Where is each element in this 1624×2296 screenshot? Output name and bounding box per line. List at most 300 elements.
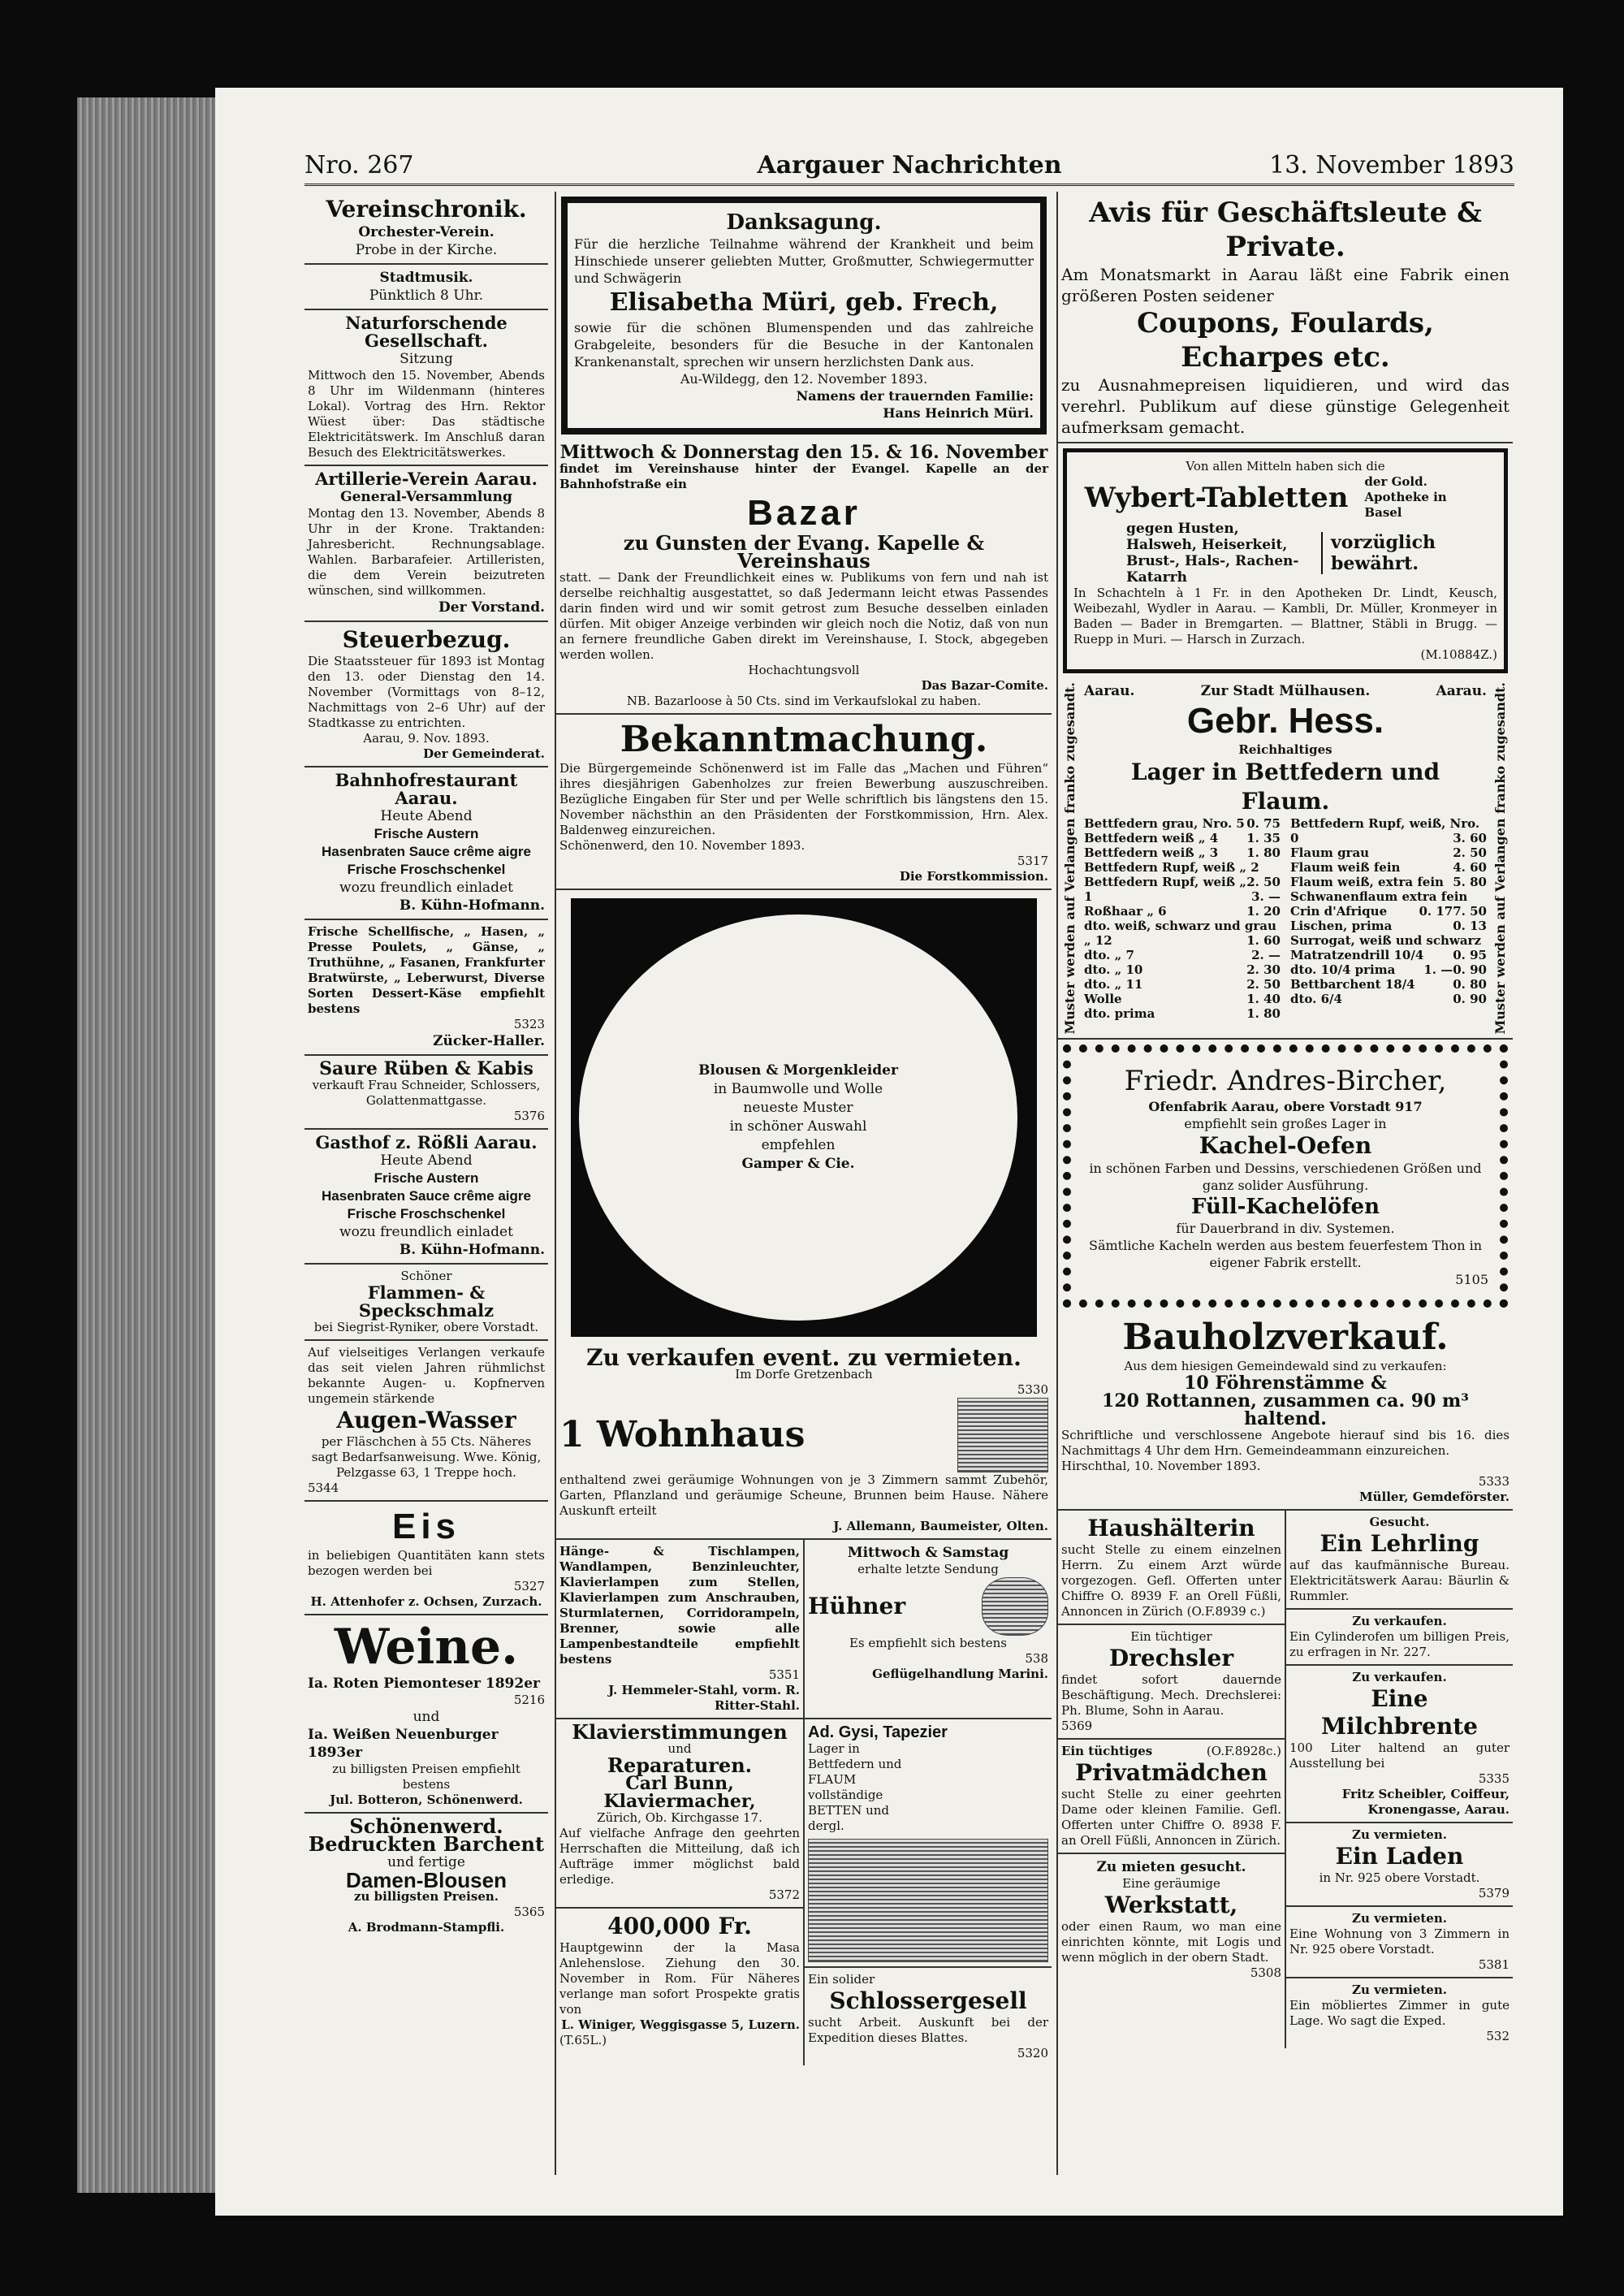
weine-und: und bbox=[412, 1709, 440, 1725]
bazar-title: Bazar bbox=[747, 493, 861, 533]
bek-text: Die Bürgergemeinde Schönenwerd ist im Falle das „Machen und Führen“ ihres diesjährigen Gabenholzes zur freien Bewerbung auszuschreiben. Bezügliche Eingaben für Ster und per Welle schriftlich bis längstens den 15. November nächsthin an den Präsidenten der Forstkommission, Hrn. Alex. Baldenweg einzureichen. bbox=[559, 761, 1048, 837]
ad-gysi bbox=[805, 1719, 1052, 1968]
klavier-num: 5372 bbox=[768, 1887, 800, 1902]
price-item: Roßhaar „ 6 bbox=[1084, 904, 1167, 919]
haus-num: 5330 bbox=[1017, 1382, 1048, 1397]
haush-title: Haushälterin bbox=[1087, 1515, 1255, 1542]
circle-l1: in Baumwolle und Wolle bbox=[713, 1081, 883, 1097]
price-value: 1. 20 bbox=[1246, 904, 1281, 919]
artillerie-text: Montag den 13. November, Abends 8 Uhr in der Krone. Traktanden: Jahresbericht. Rechnungsablage. Wahlen. Barbarafeier. Artilleristen, die dem Verein beizutreten wünschen, sind willkommen. bbox=[308, 506, 545, 598]
bed-illustration bbox=[808, 1839, 1048, 1962]
huehner-num: 538 bbox=[1025, 1651, 1048, 1666]
laden-pre: Zu vermieten. bbox=[1352, 1827, 1447, 1843]
price-row bbox=[1084, 816, 1281, 831]
price-item: Schwanenflaum extra fein bbox=[1290, 889, 1468, 904]
haus-text: enthaltend zwei geräumige Wohnungen von je 3 Zimmern sammt Zubehör, Garten, Pflanzland und geräumige Scheune, Brunnen beim Hause. Nähere Auskunft erteilt bbox=[559, 1472, 1048, 1518]
chicken-illustration bbox=[982, 1577, 1048, 1636]
bek-num: 5317 bbox=[1017, 854, 1048, 868]
bazar-sign: Das Bazar-Comite. bbox=[921, 678, 1048, 693]
zim-text: Ein möbliertes Zimmer in gute Lage. Wo sagt die Exped. bbox=[1289, 1998, 1510, 2029]
ad-lehrling bbox=[1286, 1511, 1513, 1610]
price-item: Bettfedern Rupf, weiß „ 1 bbox=[1084, 875, 1246, 904]
zim-num: 532 bbox=[1486, 2029, 1510, 2044]
los-title: 400,000 Fr. bbox=[607, 1913, 752, 1939]
drechsler-num: 5369 bbox=[1061, 1719, 1093, 1734]
andres-title: Friedr. Andres-Bircher, bbox=[1124, 1065, 1447, 1098]
hess-price-list-right bbox=[1290, 816, 1487, 1021]
vereinschronik-title: Vereinschronik. bbox=[326, 196, 527, 223]
lehrling-pre: Gesucht. bbox=[1369, 1515, 1430, 1530]
price-value: 2. 50 bbox=[1246, 875, 1281, 889]
price-value: 2. 50 bbox=[1246, 977, 1281, 992]
price-value: 0. 95 bbox=[1453, 948, 1487, 962]
weine-sign: Jul. Botteron, Schönenwerd. bbox=[330, 1792, 523, 1807]
ad-lampen bbox=[556, 1540, 805, 1718]
orchester-title: Orchester-Verein. bbox=[358, 224, 495, 240]
issue-number: Nro. 267 bbox=[304, 151, 414, 179]
house-illustration bbox=[957, 1398, 1048, 1472]
werk-num: 5308 bbox=[1250, 1965, 1281, 1981]
dank-sign1: Namens der trauernden Familie: bbox=[796, 388, 1034, 404]
hess-big: Lager in Bettfedern und Flaum. bbox=[1130, 759, 1440, 815]
weine-l1: Ia. Roten Piemonteser 1892er bbox=[308, 1676, 540, 1692]
price-value: 0. 13 bbox=[1453, 919, 1487, 933]
hess-side-right: Muster werden auf Verlangen franko zugesandt. bbox=[1492, 682, 1508, 1035]
ad-andres-bircher bbox=[1063, 1044, 1508, 1308]
hess-title: Gebr. Hess. bbox=[1186, 701, 1384, 741]
roessli-l3: Hasenbraten Sauce crême aigre bbox=[322, 1188, 531, 1204]
wyb-num: (M.10884Z.) bbox=[1420, 647, 1497, 662]
priv-pre: Ein tüchtiges bbox=[1061, 1744, 1153, 1759]
whg-text: Eine Wohnung von 3 Zimmern in Nr. 925 obere Vorstadt. bbox=[1289, 1926, 1510, 1957]
schoen-num: 5365 bbox=[513, 1905, 545, 1919]
rueben-title: Saure Rüben & Kabis bbox=[319, 1058, 533, 1079]
ad-schlossergesell bbox=[805, 1968, 1052, 2065]
ad-steuerbezug bbox=[304, 622, 548, 767]
steuer-title: Steuerbezug. bbox=[342, 626, 511, 653]
cyl-pre: Zu verkaufen. bbox=[1352, 1614, 1447, 1629]
drechsler-pre: Ein tüchtiger bbox=[1130, 1629, 1212, 1645]
andres-sub: Ofenfabrik Aarau, obere Vorstadt 917 bbox=[1148, 1099, 1423, 1115]
andres-big2: Füll-Kachelöfen bbox=[1190, 1195, 1380, 1220]
circle-l2: neueste Muster bbox=[743, 1100, 853, 1116]
avis-title: Avis für Geschäftsleute & Private. bbox=[1089, 197, 1482, 263]
wyb-list: gegen Husten, Halsweh, Heiserkeit, Brust-, Hals-, Rachen-Katarrh bbox=[1126, 521, 1299, 586]
augen-text: Auf vielseitiges Verlangen verkaufe das seit vielen Jahren rühmlichst bekannte Augen- u. Kopfnerven ungemein stärkende bbox=[308, 1345, 545, 1406]
price-row bbox=[1084, 962, 1281, 977]
lampen-num: 5351 bbox=[768, 1667, 800, 1682]
ad-wohnhaus bbox=[556, 1345, 1052, 1540]
ad-lotterie bbox=[556, 1909, 803, 2052]
huehner-sign: Geflügelhandlung Marini. bbox=[872, 1667, 1048, 1681]
stadtmusik-title: Stadtmusik. bbox=[379, 270, 473, 286]
klavier-und: und bbox=[667, 1741, 692, 1756]
andres-num: 5105 bbox=[1455, 1272, 1488, 1288]
price-item: Crin d'Afrique bbox=[1290, 904, 1388, 919]
hess-top1: Aarau. bbox=[1084, 683, 1135, 699]
haus-place: Im Dorfe Gretzenbach bbox=[735, 1367, 873, 1381]
ad-saure-rueben bbox=[304, 1056, 548, 1130]
price-item: Wolle bbox=[1084, 992, 1122, 1006]
price-row bbox=[1084, 948, 1281, 962]
bauholz-num: 5333 bbox=[1478, 1474, 1510, 1490]
augen-text2: per Fläschchen à 55 Cts. Näheres sagt Bedarfsanweisung. Wwe. König, Pelzgasse 63, 1 Treppe hoch. bbox=[311, 1434, 542, 1480]
milch-num: 5335 bbox=[1478, 1771, 1510, 1787]
gysi-title: Ad. Gysi, Tapezier bbox=[808, 1723, 948, 1741]
ad-wybert bbox=[1063, 448, 1508, 673]
book-edge bbox=[77, 97, 215, 2193]
werk-pre: Zu mieten gesucht. bbox=[1096, 1859, 1246, 1876]
ad-speckschmalz bbox=[304, 1265, 548, 1341]
priv-title: Privatmädchen bbox=[1075, 1759, 1268, 1787]
rueben-text: verkauft Frau Schneider, Schlossers, Golattenmattgasse. bbox=[312, 1078, 541, 1108]
lehrling-text: auf das kaufmännische Bureau. Elektricitätswerk Aarau: Bäurlin & Rummler. bbox=[1289, 1558, 1510, 1604]
price-value: 1. 60 bbox=[1246, 933, 1281, 948]
steuer-text: Die Staatssteuer für 1893 ist Montag den 13. oder Dienstag den 14. November (Vormittags von 8–12, Nachmittags von 2–6 Uhr) auf der Stadtkasse zu entrichten. bbox=[308, 654, 545, 730]
ad-zimmer bbox=[1286, 1978, 1513, 2048]
orchester-text: Probe in der Kirche. bbox=[355, 242, 498, 258]
bek-title: Bekanntmachung. bbox=[620, 719, 988, 760]
huehner-sub: erhalte letzte Sendung bbox=[857, 1562, 999, 1576]
ad-gasthof-roessli bbox=[304, 1130, 548, 1265]
column-right bbox=[1056, 192, 1513, 2175]
eis-text: in beliebigen Quantitäten kann stets bezogen werden bei bbox=[308, 1548, 545, 1578]
andres-text4: Sämtliche Kacheln werden aus bestem feuerfestem Thon in eigener Fabrik erstellt. bbox=[1088, 1238, 1482, 1271]
speck-title: Flammen- & Speckschmalz bbox=[358, 1282, 495, 1321]
circle-l4: empfehlen bbox=[761, 1137, 836, 1153]
lampen-sign: J. Hemmeler-Stahl, vorm. R. Ritter-Stahl. bbox=[608, 1683, 800, 1713]
price-value: 0. 90 bbox=[1453, 992, 1487, 1006]
bauholz-l2: 120 Rottannen, zusammen ca. 90 m³ haltend. bbox=[1102, 1390, 1469, 1430]
price-value: 7. 50 bbox=[1453, 904, 1487, 919]
schlosser-pre: Ein solider bbox=[808, 1972, 875, 1987]
schlosser-num: 5320 bbox=[1017, 2046, 1048, 2060]
artillerie-sign: Der Vorstand. bbox=[438, 599, 545, 616]
schlosser-text: sucht Arbeit. Auskunft bei der Expedition dieses Blattes. bbox=[808, 2015, 1048, 2045]
ad-bazar bbox=[556, 439, 1052, 715]
ad-laden bbox=[1286, 1823, 1513, 1907]
price-row bbox=[1084, 1006, 1281, 1021]
price-row bbox=[1084, 977, 1281, 992]
price-item: Bettfedern grau, Nro. 5 bbox=[1084, 816, 1245, 831]
roessli-title: Gasthof z. Rößli Aarau. bbox=[315, 1132, 538, 1152]
dank-name: Elisabetha Müri, geb. Frech, bbox=[609, 288, 999, 317]
price-row bbox=[1290, 992, 1487, 1006]
roessli-l2: Frische Austern bbox=[374, 1170, 479, 1186]
price-value: 2. 50 bbox=[1453, 845, 1487, 860]
bazar-sub: zu Gunsten der Evang. Kapelle & Vereinshaus bbox=[623, 531, 985, 573]
bauholz-l1: 10 Föhrenstämme & bbox=[1184, 1373, 1387, 1394]
whg-pre: Zu vermieten. bbox=[1352, 1911, 1447, 1926]
weine-text: zu billigsten Preisen empfiehlt bestens bbox=[332, 1762, 520, 1792]
price-item: dto. 6/4 bbox=[1290, 992, 1342, 1006]
eis-title: Eis bbox=[391, 1507, 461, 1546]
dank-text2: sowie für die schönen Blumenspenden und das zahlreiche Grabgeleite, besonders für die Besuche in der Kantonalen Krankenanstalt, sprechen wir unsern herzlichsten Dank aus. bbox=[574, 320, 1034, 370]
eis-sign: H. Attenhofer z. Ochsen, Zurzach. bbox=[310, 1594, 542, 1609]
price-value: 2. 30 bbox=[1246, 962, 1281, 977]
lehrling-title: Ein Lehrling bbox=[1320, 1530, 1479, 1558]
price-item: Bettfedern Rupf, weiß „ 2 bbox=[1084, 860, 1259, 875]
ad-werkstatt bbox=[1058, 1854, 1285, 1985]
ad-milchbrente bbox=[1286, 1666, 1513, 1823]
werk-title: Werkstatt, bbox=[1104, 1892, 1238, 1919]
steuer-sign: Der Gemeinderat. bbox=[423, 746, 545, 761]
bahnhof-l2: Frische Austern bbox=[374, 826, 479, 841]
los-sign: L. Winiger, Weggisgasse 5, Luzern. bbox=[561, 2017, 800, 2032]
haush-text: sucht Stelle zu einem einzelnen Herrn. Zu einem Arzt würde vorgezogen. Gefl. Offerten unter Chiffre O. 8939 F. an Orell Füßli, Annoncen in Zürich (O.F.8939 c.) bbox=[1061, 1542, 1281, 1619]
ad-blousen-circle bbox=[571, 898, 1037, 1337]
column-left bbox=[304, 192, 548, 2175]
price-item: Bettfedern Rupf, weiß, Nro. 0 bbox=[1290, 816, 1480, 845]
bek-sign: Die Forstkommission. bbox=[899, 869, 1048, 884]
price-row bbox=[1084, 904, 1281, 919]
augen-num: 5344 bbox=[308, 1481, 339, 1495]
wyb-side: der Gold. Apotheke in Basel bbox=[1364, 474, 1447, 520]
hess-side-left: Muster werden auf Verlangen franko zugesandt. bbox=[1062, 682, 1078, 1035]
hess-price-list-left bbox=[1084, 816, 1281, 1021]
price-row bbox=[1084, 992, 1281, 1006]
price-item: Bettfedern weiß „ 3 bbox=[1084, 845, 1219, 860]
huehner-text: Es empfiehlt sich bestens bbox=[849, 1636, 1008, 1650]
wyb-right: vorzüglich bewährt. bbox=[1321, 532, 1445, 574]
ad-drechsler bbox=[1058, 1625, 1285, 1740]
price-value: 3. 60 bbox=[1453, 831, 1487, 845]
klavier-text: Auf vielfache Anfrage den geehrten Herrschaften die Mitteilung, daß ich Aufträge immer möglichst bald erledige. bbox=[559, 1826, 800, 1887]
werk-sub: Eine geräumige bbox=[1122, 1876, 1220, 1892]
ad-avis bbox=[1058, 192, 1513, 443]
whg-num: 5381 bbox=[1478, 1957, 1510, 1973]
bauholz-title: Bauholzverkauf. bbox=[1122, 1317, 1449, 1359]
schoen-l1: Bedruckten Barchent bbox=[308, 1832, 545, 1856]
ad-weine bbox=[304, 1615, 548, 1814]
schoen-sign: A. Brodmann-Stampfli. bbox=[348, 1920, 505, 1935]
price-item: Bettbarchent 18/4 bbox=[1290, 977, 1415, 992]
milch-pre: Zu verkaufen. bbox=[1352, 1670, 1447, 1685]
roessli-l1: Heute Abend bbox=[380, 1152, 473, 1169]
price-item: Lischen, prima bbox=[1290, 919, 1393, 933]
drechsler-text: findet sofort dauernde Beschäftigung. Mech. Drechslerei: Ph. Blume, Sohn in Aarau. bbox=[1061, 1672, 1281, 1719]
andres-text: empfiehlt sein großes Lager in bbox=[1184, 1116, 1387, 1132]
artillerie-sub: General-Versammlung bbox=[340, 489, 512, 505]
dank-place: Au-Wildegg, den 12. November 1893. bbox=[680, 371, 928, 387]
blousen-circle-content bbox=[579, 915, 1017, 1321]
bauholz-sign: Müller, Gemdeförster. bbox=[1359, 1490, 1510, 1505]
artillerie-title: Artillerie-Verein Aarau. bbox=[315, 469, 538, 489]
issue-date: 13. November 1893 bbox=[1269, 151, 1514, 179]
roessli-sign: B. Kühn-Hofmann. bbox=[399, 1242, 545, 1258]
newspaper-page bbox=[215, 88, 1563, 2216]
huehner-title: Hühner bbox=[808, 1593, 906, 1619]
price-value: 3. — bbox=[1251, 889, 1281, 904]
haus-sign: J. Allemann, Baumeister, Olten. bbox=[833, 1519, 1048, 1533]
dank-title: Danksagung. bbox=[726, 210, 882, 235]
ad-privatmaedchen bbox=[1058, 1740, 1285, 1854]
price-item: dto. prima bbox=[1084, 1006, 1155, 1021]
werk-text: oder einen Raum, wo man eine einrichten könnte, mit Logis und wenn möglich in der obern Stadt. bbox=[1061, 1919, 1281, 1965]
price-row bbox=[1290, 845, 1487, 860]
bahnhof-l1: Heute Abend bbox=[380, 808, 473, 824]
roessli-l5: wozu freundlich einladet bbox=[339, 1224, 513, 1240]
bauholz-place: Hirschthal, 10. November 1893. bbox=[1061, 1459, 1261, 1474]
milch-sign: Fritz Scheibler, Coiffeur, Kronengasse, Aarau. bbox=[1341, 1787, 1510, 1818]
rueben-num: 5376 bbox=[513, 1109, 545, 1123]
bahnhof-title: Bahnhofrestaurant Aarau. bbox=[335, 770, 518, 808]
column-middle bbox=[555, 192, 1052, 2175]
price-item: dto. „ 10 bbox=[1084, 962, 1143, 977]
klavier-name: Carl Bunn, Klaviermacher, bbox=[603, 1773, 756, 1812]
wyb-text: In Schachteln à 1 Fr. in den Apotheken Dr. Lindt, Keusch, Weibezahl, Wydler in Aarau. — Kambli, Dr. Müller, Kronmeyer in Baden — Bader in Bremgarten. — Blattner, Stäbli in Brugg. — Ruepp in Muri. — Harsch in Zurzach. bbox=[1073, 586, 1497, 646]
price-item: Flaum weiß, extra fein bbox=[1290, 875, 1444, 889]
price-row bbox=[1290, 977, 1487, 992]
price-row bbox=[1084, 860, 1281, 889]
bazar-date: Mittwoch & Donnerstag den 15. & 16. November bbox=[559, 442, 1048, 463]
bahnhof-sign: B. Kühn-Hofmann. bbox=[399, 897, 545, 914]
weine-l2: Ia. Weißen Neuenburger 1893er bbox=[308, 1727, 499, 1761]
ad-schoenenwerd bbox=[304, 1814, 548, 1939]
ad-frische-fische bbox=[304, 920, 548, 1056]
hess-price-list bbox=[1084, 816, 1487, 1021]
gysi-text: Lager in Bettfedern und FLAUM vollständige BETTEN und dergl. bbox=[808, 1741, 902, 1833]
andres-text3: für Dauerbrand in div. Systemen. bbox=[1176, 1221, 1395, 1237]
ad-bauholzverkauf bbox=[1058, 1312, 1513, 1511]
ad-klavier bbox=[556, 1719, 803, 1909]
price-value: 1. 40 bbox=[1246, 992, 1281, 1006]
ad-naturforschende bbox=[304, 310, 548, 466]
speck-pre: Schöner bbox=[400, 1269, 452, 1283]
milch-title: Eine Milchbrente bbox=[1321, 1685, 1478, 1740]
bek-place: Schönenwerd, den 10. November 1893. bbox=[559, 838, 806, 853]
laden-title: Ein Laden bbox=[1335, 1843, 1464, 1870]
steuer-place: Aarau, 9. Nov. 1893. bbox=[363, 731, 490, 746]
schoen-l2: und fertige bbox=[387, 1854, 465, 1870]
klavier-place: Zürich, Ob. Kirchgasse 17. bbox=[597, 1810, 762, 1825]
bahnhof-l3: Hasenbraten Sauce crême aigre bbox=[322, 844, 531, 859]
bauholz-text: Aus dem hiesigen Gemeindewald sind zu verkaufen: bbox=[1124, 1359, 1447, 1374]
huehner-top: Mittwoch & Samstag bbox=[847, 1545, 1009, 1561]
circle-l3: in schöner Auswahl bbox=[729, 1118, 867, 1135]
ad-eis bbox=[304, 1502, 548, 1615]
price-value: 1. — bbox=[1423, 962, 1453, 977]
bahnhof-l4: Frische Froschschenkel bbox=[347, 862, 506, 877]
laden-text: in Nr. 925 obere Vorstadt. bbox=[1319, 1870, 1480, 1886]
price-row bbox=[1290, 875, 1487, 889]
schoen-title: Schönenwerd. bbox=[349, 1814, 503, 1838]
klavier-title2: Reparaturen. bbox=[607, 1753, 752, 1777]
price-row bbox=[1290, 816, 1487, 845]
drechsler-title: Drechsler bbox=[1108, 1645, 1234, 1672]
avis-text: Am Monatsmarkt in Aarau läßt eine Fabrik einen größeren Posten seidener bbox=[1061, 265, 1510, 305]
price-item: dto. 10/4 prima bbox=[1290, 962, 1396, 977]
ad-danksagung bbox=[561, 197, 1047, 435]
schoen-l3: Damen-Blousen bbox=[346, 1868, 507, 1892]
circle-title: Blousen & Morgenkleider bbox=[698, 1062, 898, 1079]
price-value: 0. 80 bbox=[1453, 977, 1487, 992]
ad-stadtmusik bbox=[304, 265, 548, 310]
hess-top3: Aarau. bbox=[1436, 683, 1487, 699]
price-item: dto. „ 7 bbox=[1084, 948, 1134, 962]
natur-sub: Sitzung bbox=[400, 351, 453, 367]
price-item: dto. „ 11 bbox=[1084, 977, 1143, 992]
andres-text2: in schönen Farben und Dessins, verschiedenen Größen und ganz solider Ausführung. bbox=[1089, 1161, 1482, 1194]
price-value: 1. 80 bbox=[1246, 1006, 1281, 1021]
price-row bbox=[1290, 860, 1487, 875]
ad-augenwasser bbox=[304, 1341, 548, 1502]
los-text: Hauptgewinn der la Masa Anlehenslose. Ziehung den 30. November in Rom. Für Näheres verlange man sofort Prospekte gratis von bbox=[559, 1940, 800, 2017]
price-value: 1. 80 bbox=[1246, 845, 1281, 860]
newspaper-title: Aargauer Nachrichten bbox=[757, 151, 1062, 179]
wyb-pre: Von allen Mitteln haben sich die bbox=[1186, 459, 1385, 473]
fische-text: Frische Schellfische, „ Hasen, „ Presse Poulets, „ Gänse, „ Truthühne, „ Fasanen, Frankfurter Bratwürste, „ Leberwurst, Diverse Sorten Dessert-Käse empfiehlt bestens bbox=[308, 924, 545, 1016]
price-row bbox=[1290, 919, 1487, 933]
eis-num: 5327 bbox=[513, 1579, 545, 1593]
priv-num0: (O.F.8928c.) bbox=[1206, 1744, 1281, 1759]
ad-huehner bbox=[805, 1540, 1052, 1718]
schoen-l4: zu billigsten Preisen. bbox=[353, 1889, 499, 1904]
price-value: 1. 35 bbox=[1246, 831, 1281, 845]
price-row bbox=[1084, 845, 1281, 860]
price-row bbox=[1084, 831, 1281, 845]
natur-text: Mittwoch den 15. November, Abends 8 Uhr im Wildenmann (hinteres Lokal). Vortrag des Hrn. Rektor Wüest über: Das städtische Elektricitätswerk. Im Anschluß daran Besuch des Elektricitätswerkes. bbox=[308, 368, 545, 460]
wyb-title: Wybert-Tabletten bbox=[1084, 481, 1349, 514]
ad-vereinschronik bbox=[304, 192, 548, 265]
price-value: 2. — bbox=[1251, 948, 1281, 962]
price-value: 0. 75 bbox=[1246, 816, 1281, 831]
price-value: 0. 90 bbox=[1453, 962, 1487, 977]
price-item: Matratzendrill 10/4 bbox=[1290, 948, 1424, 962]
weine-title: Weine. bbox=[334, 1619, 519, 1676]
los-num: (T.65L.) bbox=[559, 2033, 607, 2047]
price-item: dto. weiß, schwarz und grau „ 12 bbox=[1084, 919, 1276, 948]
weine-num1: 5216 bbox=[513, 1693, 545, 1707]
ad-cylinderofen bbox=[1286, 1610, 1513, 1666]
dank-sign2: Hans Heinrich Müri. bbox=[883, 405, 1034, 421]
roessli-l4: Frische Froschschenkel bbox=[347, 1206, 506, 1222]
cyl-text: Ein Cylinderofen um billigen Preis, zu erfragen in Nr. 227. bbox=[1289, 1629, 1510, 1660]
stadtmusik-text: Pünktlich 8 Uhr. bbox=[369, 288, 484, 304]
ad-bekanntmachung bbox=[556, 715, 1052, 890]
bazar-text: findet im Vereinshause hinter der Evangel. Kapelle an der Bahnhofstraße ein bbox=[559, 461, 1048, 491]
haus-big: 1 Wohnhaus bbox=[559, 1414, 806, 1455]
price-item: Bettfedern weiß „ 4 bbox=[1084, 831, 1219, 845]
natur-title: Naturforschende Gesellschaft. bbox=[345, 313, 508, 351]
klavier-title: Klavierstimmungen bbox=[572, 1720, 788, 1744]
bazar-nb: NB. Bazarloose à 50 Cts. sind im Verkaufslokal zu haben. bbox=[626, 694, 982, 708]
haus-title: Zu verkaufen event. zu vermieten. bbox=[586, 1345, 1021, 1371]
price-row bbox=[1084, 919, 1281, 948]
bahnhof-l5: wozu freundlich einladet bbox=[339, 880, 513, 896]
ad-artillerie bbox=[304, 466, 548, 622]
price-item: Surrogat, weiß und schwarz bbox=[1290, 933, 1481, 948]
speck-text: bei Siegrist-Ryniker, obere Vorstadt. bbox=[313, 1320, 539, 1334]
circle-sign: Gamper & Cie. bbox=[741, 1156, 855, 1172]
price-value: 5. 80 bbox=[1453, 875, 1487, 889]
laden-num: 5379 bbox=[1478, 1886, 1510, 1901]
price-item: Flaum weiß fein bbox=[1290, 860, 1401, 875]
price-value: 4. 60 bbox=[1453, 860, 1487, 875]
lampen-text: Hänge- & Tischlampen, Wandlampen, Benzinleuchter, Klavierlampen zum Stellen, Klavierlampen zum Anschrauben, Sturmlaternen, Corridorampeln, Brenner, sowie alle Lampenbestandteile empfiehlt bestens bbox=[559, 1544, 800, 1667]
milch-text: 100 Liter haltend an guter Ausstellung bei bbox=[1289, 1740, 1510, 1771]
ad-bahnhofrestaurant bbox=[304, 767, 548, 920]
andres-big: Kachel-Oefen bbox=[1199, 1132, 1372, 1160]
ad-wohnung bbox=[1286, 1907, 1513, 1978]
ad-haushaelterin bbox=[1058, 1511, 1285, 1625]
avis-text2: zu Ausnahmepreisen liquidieren, und wird das verehrl. Publikum auf diese günstige Gelegenheit aufmerksam gemacht. bbox=[1061, 375, 1510, 437]
ad-gebr-hess bbox=[1058, 678, 1513, 1040]
augen-title: Augen-Wasser bbox=[336, 1407, 516, 1433]
price-value: 0. 17 bbox=[1419, 904, 1453, 919]
fische-sign: Zücker-Haller. bbox=[433, 1033, 545, 1049]
dank-text: Für die herzliche Teilnahme während der Krankheit und beim Hinschiede unserer geliebten Mutter, Großmutter, Schwiegermutter und Schwägerin bbox=[574, 236, 1034, 286]
